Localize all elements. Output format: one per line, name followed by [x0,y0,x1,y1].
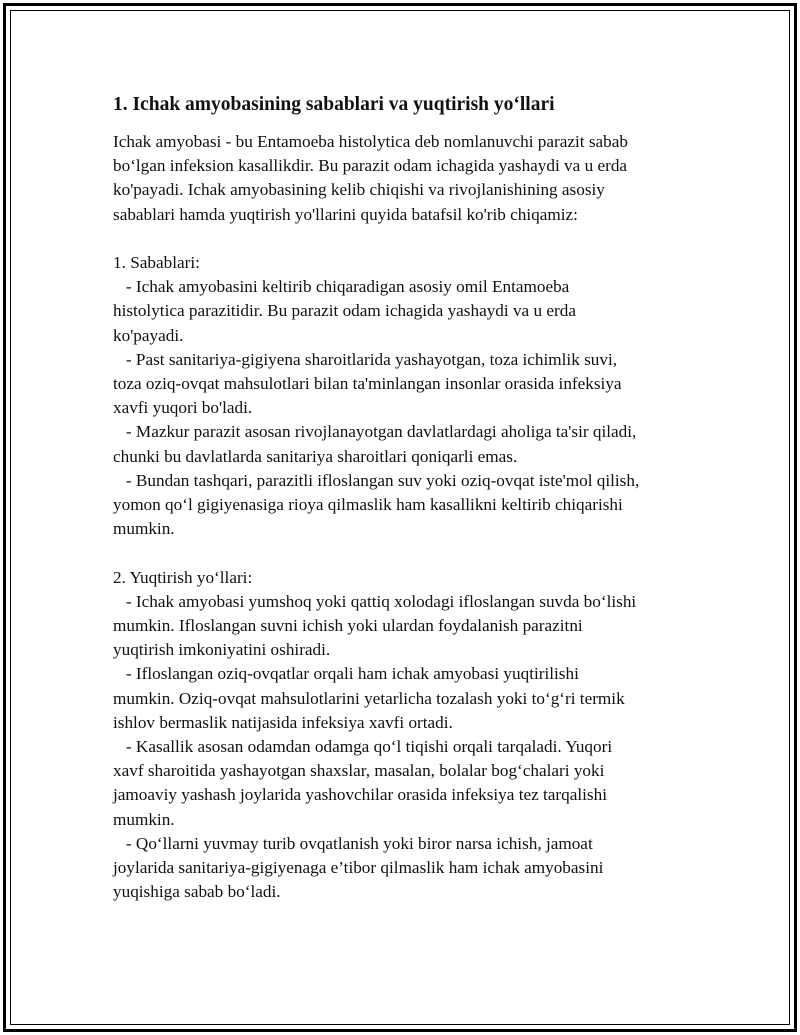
text-line: yuqishiga sabab bo‘ladi. [113,882,281,902]
text-line: - Mazkur parazit asosan rivojlanayotgan davlatlardagi aholiga ta'sir qiladi, [113,422,637,442]
document-body [113,92,693,904]
text-line: xavf sharoitida yashayotgan shaxslar, masalan, bolalar bog‘chalari yoki [113,761,605,781]
text-line: mumkin. [113,809,175,829]
text-line: joylarida sanitariya-gigiyenaga e’tibor qilmaslik ham ichak amyobasini [113,858,604,878]
paragraph-gap [113,541,693,565]
text-line: mumkin. Ifloslangan suvni ichish yoki ulardan foydalanish parazitni [113,616,583,636]
text-line: 2. Yuqtirish yo‘llari: [113,567,253,587]
text-line: - Qo‘llarni yuvmay turib ovqatlanish yoki biror narsa ichish, jamoat [113,833,593,853]
text-line: chunki bu davlatlarda sanitariya sharoitlari qoniqarli emas. [113,446,518,466]
text-line: - Ichak amyobasini keltirib chiqaradigan asosiy omil Entamoeba [113,277,570,297]
page-title: 1. Ichak amyobasining sabablari va yuqtirish yo‘llari [113,94,555,115]
paragraph-gap [113,227,693,251]
text-line: toza oziq-ovqat mahsulotlari bilan ta'minlangan insonlar orasida infeksiya [113,374,622,394]
text-line: Ichak amyobasi - bu Entamoeba histolytica deb nomlanuvchi parazit sabab [113,132,628,151]
text-line: - Past sanitariya-gigiyena sharoitlarida yashayotgan, toza ichimlik suvi, [113,349,618,369]
text-line: ko'payadi. Ichak amyobasining kelib chiqishi va rivojlanishining asosiy [113,180,605,200]
text-line: - Ichak amyobasi yumshoq yoki qattiq xolodagi ifloslangan suvda bo‘lishi [113,591,637,611]
text-line: yomon qo‘l gigiyenasiga rioya qilmaslik ham kasallikni keltirib chiqarishi [113,495,623,515]
text-line: mumkin. Oziq-ovqat mahsulotlarini yetarlicha tozalash yoki to‘g‘ri termik [113,688,625,708]
text-line: sabablari hamda yuqtirish yo'llarini quyida batafsil ko'rib chiqamiz: [113,204,578,224]
text-line: ishlov bermaslik natijasida infeksiya xavfi ortadi. [113,712,453,732]
text-line: xavfi yuqori bo'ladi. [113,398,253,418]
intro-paragraph [113,130,693,227]
text-line: histolytica parazitidir. Bu parazit odam ichagida yashaydi va u erda [113,301,576,321]
text-line: ko'payadi. [113,325,184,345]
text-line: - Ifloslangan oziq-ovqatlar orqali ham ichak amyobasi yuqtirilishi [113,664,579,684]
text-line: mumkin. [113,519,175,539]
section-causes [113,251,693,541]
text-line: bo‘lgan infeksion kasallikdir. Bu parazit odam ichagida yashaydi va u erda [113,156,628,176]
section-transmission [113,566,693,905]
text-line: - Kasallik asosan odamdan odamga qo‘l tiqishi orqali tarqaladi. Yuqori [113,737,613,757]
text-line: - Bundan tashqari, parazitli ifloslangan suv yoki oziq-ovqat iste'mol qilish, [113,470,640,490]
text-line: yuqtirish imkoniyatini oshiradi. [113,640,331,660]
text-line: 1. Sabablari: [113,253,200,272]
text-line: jamoaviy yashash joylarida yashovchilar orasida infeksiya tez tarqalishi [113,785,607,805]
